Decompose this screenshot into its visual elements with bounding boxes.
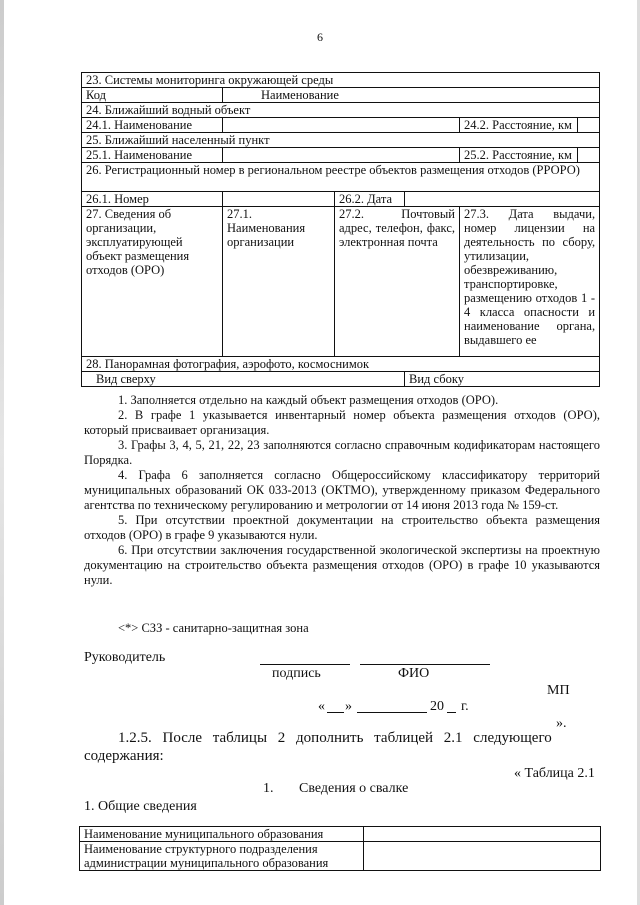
date-month-blank xyxy=(357,712,427,713)
note-1: 1. Заполняется отдельно на каждый объект размещения отходов (ОРО). xyxy=(118,393,499,407)
municipality-name-value[interactable] xyxy=(364,827,601,842)
date-day-blank xyxy=(327,712,344,713)
note-5: 5. При отсутствии проектной документации на строительство объекта размещения отходов (ОРО) в графе 9 указываются нули. xyxy=(84,513,600,542)
row28-side-view: Вид сбоку xyxy=(405,372,600,387)
date-close-quote: » xyxy=(345,699,352,714)
row27-col3: 27.2. Почтовый адрес, телефон, факс, электронная почта xyxy=(335,207,460,357)
amendment-line-2: содержания: xyxy=(84,748,164,764)
municipality-name-label: Наименование муниципального образования xyxy=(80,827,364,842)
date-year-prefix: 20 xyxy=(430,699,444,714)
row24-2-label: 24.2. Расстояние, км xyxy=(460,118,578,133)
row26-title: 26. Регистрационный номер в региональном реестре объектов размещения отходов (РРОРО) xyxy=(82,163,600,192)
row24-2-value[interactable] xyxy=(578,118,600,133)
row23-name: Наименование xyxy=(223,88,600,103)
scan-edge-left xyxy=(0,0,4,905)
row24-title: 24. Ближайший водный объект xyxy=(82,103,600,118)
amendment-line-1: 1.2.5. После таблицы 2 дополнить таблицей 2.1 следующего xyxy=(118,730,552,746)
row24-1-value[interactable] xyxy=(223,118,460,133)
row26-1-value[interactable] xyxy=(223,192,335,207)
row25-2-label: 25.2. Расстояние, км xyxy=(460,148,578,163)
row25-1-value[interactable] xyxy=(223,148,460,163)
note-6: 6. При отсутствии заключения государственной экологической экспертизы на проектную документацию на строительство объекта размещения отходов (ОРО) в графе 10 указываются нули. xyxy=(84,543,600,587)
date-open-quote: « xyxy=(318,699,325,714)
subsection-title: 1. Общие сведения xyxy=(84,799,197,814)
structural-unit-label-line2: администрации муниципального образования xyxy=(84,856,329,870)
note-3: 3. Графы 3, 4, 5, 21, 22, 23 заполняются согласно справочным кодификаторам настоящего Порядка. xyxy=(84,438,600,467)
date-year-blank xyxy=(447,712,456,713)
row27-col2: 27.1. Наименования организации xyxy=(223,207,335,357)
fio-line xyxy=(360,664,490,665)
structural-unit-label-line1: Наименование структурного подразделения xyxy=(84,842,318,856)
notes-block xyxy=(84,393,600,588)
row26-2-label: 26.2. Дата xyxy=(335,192,405,207)
row25-title: 25. Ближайший населенный пункт xyxy=(82,133,600,148)
ooro-form-table xyxy=(81,72,600,387)
row27-col1: 27. Сведения об организации, эксплуатирующей объект размещения отходов (ОРО) xyxy=(82,207,223,357)
signature-line xyxy=(260,664,350,665)
row23-code: Код xyxy=(82,88,223,103)
section-title: Сведения о свалке xyxy=(299,781,409,796)
stamp-mark: МП xyxy=(547,683,570,698)
footnote-szz: <*> СЗЗ - санитарно-защитная зона xyxy=(118,621,309,635)
row26-2-value[interactable] xyxy=(405,192,600,207)
dump-general-info-table xyxy=(79,826,601,871)
row27-col4: 27.3. Дата выдачи, номер лицензии на деятельность по сбору, утилизации, обезвреживанию, транспортировке, размещению отходов 1 - 4 класса опасности и наименование органа, выдавшего ее xyxy=(460,207,600,357)
row23-title: 23. Системы мониторинга окружающей среды xyxy=(82,73,600,88)
signature-caption: подпись xyxy=(272,666,321,681)
structural-unit-label xyxy=(80,842,364,871)
date-year-suffix: г. xyxy=(461,699,469,714)
row26-1-label: 26.1. Номер xyxy=(82,192,223,207)
note-4: 4. Графа 6 заполняется согласно Общероссийскому классификатору территорий муниципальных образований ОК 033-2013 (ОКТМО), утвержденному приказом Федерального агентства по техническому регулированию и метрологии от 14 июня 2013 года № 159-ст. xyxy=(84,468,600,512)
row24-1-label: 24.1. Наименование xyxy=(82,118,223,133)
row25-1-label: 25.1. Наименование xyxy=(82,148,223,163)
row28-title: 28. Панорамная фотография, аэрофото, космоснимок xyxy=(82,357,600,372)
row28-top-view: Вид сверху xyxy=(82,372,405,387)
structural-unit-value[interactable] xyxy=(364,842,601,871)
signature-head-label: Руководитель xyxy=(84,650,166,665)
closing-quote: ». xyxy=(556,716,567,731)
table-2-1-label: « Таблица 2.1 xyxy=(514,766,595,781)
note-2: 2. В графе 1 указывается инвентарный номер объекта размещения отходов (ОРО), который присваивает организация. xyxy=(84,408,600,437)
row25-2-value[interactable] xyxy=(578,148,600,163)
fio-caption: ФИО xyxy=(398,666,430,681)
page-number: 6 xyxy=(317,30,323,44)
section-number: 1. xyxy=(263,781,274,796)
